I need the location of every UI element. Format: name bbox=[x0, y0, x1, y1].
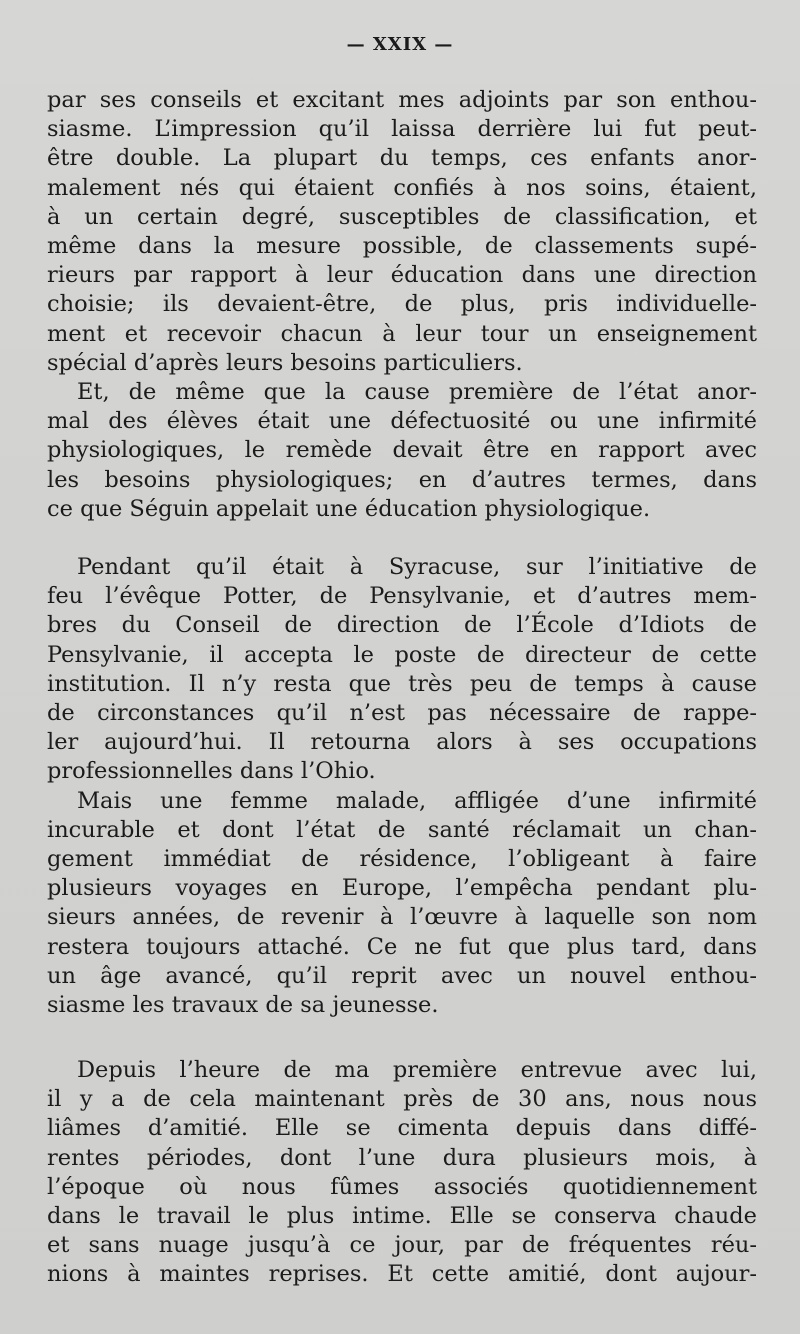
text-block-3 bbox=[47, 1056, 757, 1290]
text-line: professionnelles dans l’Ohio. bbox=[47, 758, 376, 785]
text-line: même dans la mesure possible, de classements supé- bbox=[47, 233, 757, 260]
text-line: ce que Séguin appelait une éducation physiologique. bbox=[47, 495, 651, 522]
text-line: ment et recevoir chacun à leur tour un enseignement bbox=[47, 320, 757, 347]
text-line: gement immédiat de résidence, l’obligeant à faire bbox=[47, 846, 757, 873]
text-block-1 bbox=[47, 86, 757, 524]
text-line: un âge avancé, qu’il reprit avec un nouvel enthou- bbox=[47, 962, 757, 989]
text-line: spécial d’après leurs besoins particuliers. bbox=[47, 349, 523, 376]
text-line: feu l’évêque Potter, de Pensylvanie, et d’autres mem- bbox=[47, 583, 757, 610]
text-line: Mais une femme malade, affligée d’une infirmité bbox=[77, 787, 757, 814]
text-line: restera toujours attaché. Ce ne fut que plus tard, dans bbox=[47, 933, 757, 960]
text-line: à un certain degré, susceptibles de classification, et bbox=[47, 203, 757, 230]
text-line: et sans nuage jusqu’à ce jour, par de fréquentes réu- bbox=[47, 1232, 757, 1259]
text-line: institution. Il n’y resta que très peu de temps à cause bbox=[47, 670, 757, 697]
text-line: incurable et dont l’état de santé réclamait un chan- bbox=[47, 816, 757, 843]
page-number-header: — XXIX — bbox=[346, 34, 454, 55]
text-line: mal des élèves était une défectuosité ou une infirmité bbox=[47, 408, 757, 435]
text-line: il y a de cela maintenant près de 30 ans, nous nous bbox=[47, 1086, 757, 1113]
text-line: Et, de même que la cause première de l’état anor- bbox=[77, 379, 757, 406]
text-line: malement nés qui étaient confiés à nos soins, étaient, bbox=[47, 174, 757, 201]
text-line: Depuis l’heure de ma première entrevue avec lui, bbox=[77, 1057, 757, 1083]
text-line: siasme. L’impression qu’il laissa derrière lui fut peut- bbox=[47, 116, 757, 143]
text-line: physiologiques, le remède devait être en rapport avec bbox=[47, 437, 757, 464]
text-line: bres du Conseil de direction de l’École d’Idiots de bbox=[47, 612, 757, 639]
text-line: Pensylvanie, il accepta le poste de directeur de cette bbox=[47, 641, 757, 668]
text-line: plusieurs voyages en Europe, l’empêcha pendant plu- bbox=[47, 875, 757, 902]
text-line: dans le travail le plus intime. Elle se conserva chaude bbox=[47, 1203, 757, 1230]
text-line: rieurs par rapport à leur éducation dans une direction bbox=[47, 262, 757, 289]
text-line: par ses conseils et excitant mes adjoints par son enthou- bbox=[47, 87, 757, 113]
text-line: les besoins physiologiques; en d’autres termes, dans bbox=[47, 466, 757, 493]
text-line: choisie; ils devaient-être, de plus, pris individuelle- bbox=[47, 291, 757, 318]
text-block-2 bbox=[47, 553, 757, 1020]
text-line: nions à maintes reprises. Et cette amitié, dont aujour- bbox=[47, 1261, 757, 1288]
text-line: ler aujourd’hui. Il retourna alors à ses occupations bbox=[47, 729, 757, 756]
text-line: liâmes d’amitié. Elle se cimenta depuis dans diffé- bbox=[47, 1115, 757, 1142]
text-line: de circonstances qu’il n’est pas nécessaire de rappe- bbox=[47, 700, 757, 727]
text-line: rentes périodes, dont l’une dura plusieurs mois, à bbox=[47, 1144, 757, 1171]
text-line: l’époque où nous fûmes associés quotidiennement bbox=[47, 1173, 757, 1200]
text-line: siasme les travaux de sa jeunesse. bbox=[47, 992, 439, 1019]
text-line: être double. La plupart du temps, ces enfants anor- bbox=[47, 145, 757, 172]
text-line: sieurs années, de revenir à l’œuvre à laquelle son nom bbox=[47, 904, 757, 931]
text-line: Pendant qu’il était à Syracuse, sur l’initiative de bbox=[77, 554, 757, 580]
